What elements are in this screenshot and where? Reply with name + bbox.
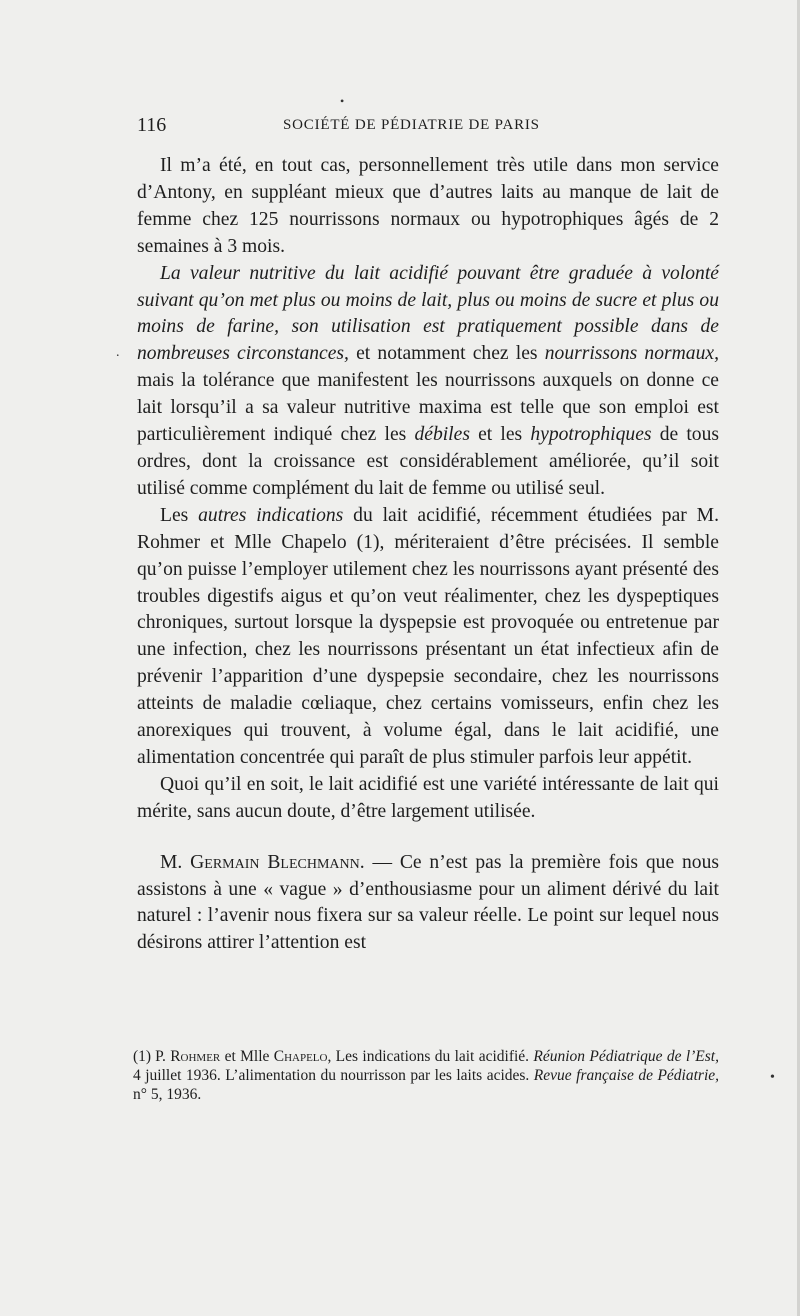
paragraph-3-text-2: du lait acidifié, récemment étudiées par M. Rohmer et Mlle Chapelo (1), mériteraient d’être précisées. Il semble qu’on puisse l’employer utilement chez les nourrissons ayant présenté des troubles digestifs aigus et qu’on veut réalimenter, chez les dyspeptiques chroniques, surtout lorsque la dyspepsie est provoquée ou entretenue par une infection, chez les nourrissons présentant un état infectieux afin de prévenir l’apparition d’une dyspepsie secondaire, chez les nourrissons atteints de maladie cœliaque, chez certains vomisseurs, enfin chez les anorexiques qui trouvent, à volume égal, dans le lait acidifié, une alimentation concentrée qui paraît de plus stimuler parfois leur appétit. — [137, 504, 719, 768]
paragraph-3 — [137, 503, 719, 772]
paragraph-1: Il m’a été, en tout cas, personnellement très utile dans mon service d’Antony, en suppléant mieux que d’autres laits au manque de lait de femme chez 125 nourrissons normaux ou hypotrophiques âgés de 2 semaines à 3 mois. — [137, 155, 719, 257]
italic-debiles: débiles — [414, 424, 470, 446]
paragraph-2-text-2: mais la tolérance que manifestent les nourrissons auxquels on donne ce lait lorsqu’il a sa valeur nutritive maxima est telle que son emploi est particulièrement indiqué chez les — [137, 370, 719, 446]
paragraph-2-text-3: et les — [469, 424, 531, 446]
footnote-author-1: Rohmer — [170, 1048, 221, 1065]
footnote-text-4: 4 juillet 1936. L’alimentation du nourrisson par les laits acides. — [133, 1067, 534, 1084]
footnote-journal-2: Revue française de Pédiatrie, — [533, 1067, 720, 1084]
paragraph-5 — [137, 850, 719, 958]
paragraph-2 — [137, 261, 719, 503]
footnote-author-2: Chapelo — [273, 1048, 328, 1065]
paragraph-5-text: — Ce n’est pas la première fois que nous assistons à une « vague » d’enthousiasme pour un aliment dérivé du lait naturel : l’avenir nous fixera sur sa valeur réelle. Le point sur lequel nous désirons attirer l’attention est — [137, 851, 719, 954]
body-text — [137, 153, 719, 957]
paragraph-3-text-1: Les — [160, 504, 199, 526]
italic-normal-infants: nourrissons normaux, — [544, 343, 719, 365]
footnote-text-3: , Les indications du lait acidifié. — [327, 1048, 534, 1065]
footnote-journal-1: Réunion Pédiatrique de l’Est, — [533, 1048, 719, 1065]
page-number: 116 — [137, 114, 167, 136]
italic-lead: La valeur nutritive du lait acidifié pouvant être graduée à volonté suivant qu’on met plus ou moins de lait, plus ou moins de sucre et plus ou moins de farine, son utilisation est pratiquement possible dans de nombreuses circonstances, — [137, 262, 719, 365]
running-head — [137, 114, 719, 142]
paragraph-4: Quoi qu’il en soit, le lait acidifié est une variété intéressante de lait qui mérite, sans aucun doute, d’être largement utilisée. — [137, 773, 719, 822]
footnote-mark: (1) — [133, 1048, 152, 1065]
footnote-text-1: P. — [155, 1048, 171, 1065]
footnote-text-5: n° 5, 1936. — [133, 1086, 202, 1103]
journal-title: SOCIÉTÉ DE PÉDIATRIE DE PARIS — [283, 117, 540, 133]
italic-hypotrophiques: hypotrophiques — [530, 424, 652, 446]
footnotes — [133, 1047, 719, 1104]
print-dot-mark-right: • — [770, 1070, 775, 1085]
print-dot-mark: • — [340, 94, 345, 108]
footnote-1 — [133, 1047, 719, 1104]
italic-other-indications: autres indications — [198, 504, 344, 526]
paragraph-2-text-4: de tous ordres, dont la croissance est considérablement améliorée, qu’il soit utilisé comme complément du lait de femme ou utilisé seul. — [137, 424, 720, 499]
print-dot-mark-left: . — [116, 345, 120, 360]
footnote-text-2: et Mlle — [220, 1048, 274, 1065]
speaker-name: M. Germain Blechmann. — [160, 851, 365, 873]
paragraph-2-text-1: et notamment chez les — [348, 343, 545, 365]
